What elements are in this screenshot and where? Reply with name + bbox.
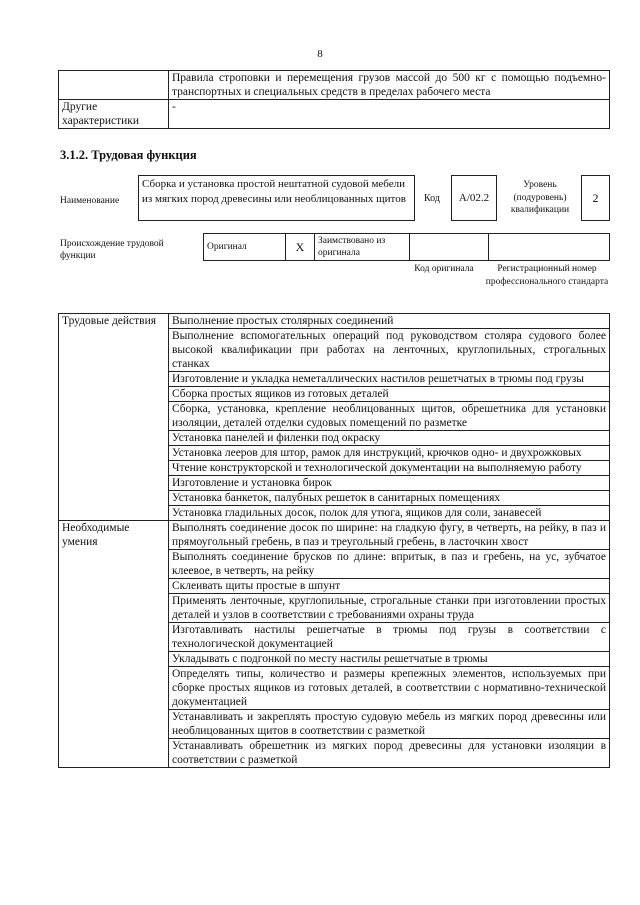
skills-label: Необходимые умения — [59, 521, 169, 768]
table-row — [59, 314, 610, 329]
list-item: Определять типы, количество и размеры крепежных элементов, используемых при сборке простых ящиков из готовых деталей, в соответствии с нормативно-технической документацией — [169, 667, 610, 710]
original-mark: X — [286, 234, 315, 261]
list-item: Устанавливать и закреплять простую судовую мебель из мягких пород древесины или необлицованных щитов в соответствии с разметкой — [169, 710, 610, 739]
row-label — [59, 71, 169, 100]
function-code: А/02.2 — [451, 175, 497, 221]
list-item: Изготавливать настилы решетчатые в трюмы под грузы в соответствии с технологической документацией — [169, 623, 610, 652]
qualification-level: 2 — [581, 175, 610, 221]
previous-function-table — [58, 70, 610, 129]
list-item: Склеивать щиты простые в шпунт — [169, 579, 610, 594]
labor-function-table — [58, 313, 610, 768]
list-item: Установка лееров для штор, рамок для инструкций, крючков одно- и двухрожковых — [169, 446, 610, 461]
list-item: Сборка, установка, крепление необлицованных щитов, обрешетника для установки изоляции, деталей отделки судовых помещений по разметке — [169, 402, 610, 431]
name-label: Наименование — [60, 196, 120, 206]
section-title: 3.1.2. Трудовая функция — [60, 148, 197, 162]
code-label: Код — [424, 193, 440, 204]
code-original-caption: Код оригинала — [414, 264, 474, 274]
list-item: Выполнять соединение брусков по длине: впритык, в паз и гребень, на ус, зубчатое клеевое, в четверть, на рейку — [169, 550, 610, 579]
registration-number-caption: Регистрационный номер профессионального стандарта — [485, 264, 609, 287]
list-item: Чтение конструкторской и технологической документации на выполняемую работу — [169, 461, 610, 476]
table-row — [59, 521, 610, 550]
original-code-cell — [410, 234, 489, 261]
list-item: Выполнение простых столярных соединений — [169, 314, 610, 329]
list-item: Установка панелей и филенки под окраску — [169, 431, 610, 446]
list-item: Укладывать с подгонкой по месту настилы решетчатые в трюмы — [169, 652, 610, 667]
row-text: Правила строповки и перемещения грузов массой до 500 кг с помощью подъемно-транспортных и специальных средств в пределах рабочего места — [169, 71, 610, 100]
original-cell: Оригинал — [204, 234, 286, 261]
list-item: Установка банкеток, палубных решеток в санитарных помещениях — [169, 491, 610, 506]
level-label: Уровень (подуровень) квалификации — [510, 180, 570, 215]
labor-actions-label: Трудовые действия — [59, 314, 169, 521]
list-item: Устанавливать обрешетник из мягких пород древесины для установки изоляции в соответствии с разметкой — [169, 739, 610, 768]
registration-number-cell — [489, 234, 610, 261]
other-characteristics-label: Другие характеристики — [59, 100, 169, 129]
list-item: Выполнение вспомогательных операций под руководством столяра судового более высокой квалификации при работах на ленточных, круглопильных, строгальных станках — [169, 329, 610, 372]
list-item: Изготовление и укладка неметаллических настилов решетчатых в трюмы под грузы — [169, 372, 610, 387]
list-item: Сборка простых ящиков из готовых деталей — [169, 387, 610, 402]
origin-table — [203, 233, 610, 261]
origin-label: Происхождение трудовой функции — [60, 239, 164, 261]
list-item: Применять ленточные, круглопильные, строгальные станки при изготовлении простых деталей и узлов в соответствии с требованиями охраны труда — [169, 594, 610, 623]
table-row — [204, 234, 610, 261]
list-item: Изготовление и установка бирок — [169, 476, 610, 491]
table-row — [59, 100, 610, 129]
page-number: 8 — [317, 48, 323, 60]
list-item: Выполнять соединение досок по ширине: на гладкую фугу, в четверть, на рейку, в паз и прямоугольный гребень, в паз и треугольный гребень, в ласточкин хвост — [169, 521, 610, 550]
table-row — [59, 71, 610, 100]
other-characteristics-value: - — [169, 100, 610, 129]
borrowed-cell: Заимствовано из оригинала — [315, 234, 410, 261]
list-item: Установка гладильных досок, полок для утюга, ящиков для соли, занавесей — [169, 506, 610, 521]
function-name: Сборка и установка простой нештатной судовой мебели из мягких пород древесины или необлицованных щитов — [138, 175, 415, 221]
